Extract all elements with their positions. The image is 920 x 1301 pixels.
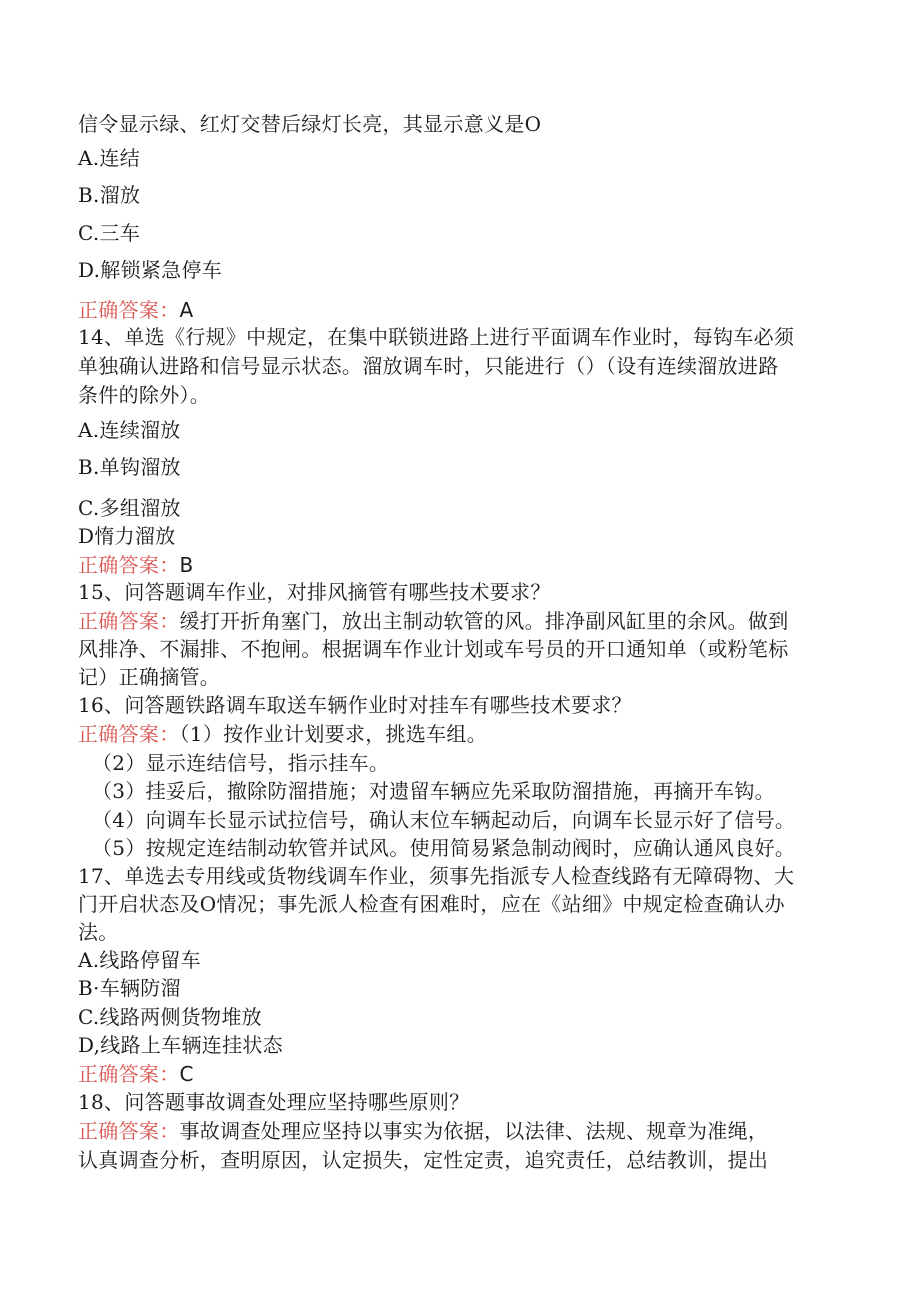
q13-answer-line [78, 298, 193, 322]
q18-answer-line-1 [78, 1119, 768, 1143]
answer-label: 正确答案： [78, 722, 180, 746]
q18-answer-line-2: 认真调查分析，查明原因，认定损失，定性定责，追究责任，总结教训，提出 [78, 1148, 769, 1172]
q14-stem-line-3: 条件的除外）。 [78, 383, 211, 407]
q17-option-c: C.线路两侧货物堆放 [78, 1005, 262, 1029]
q16-stem: 16、问答题铁路调车取送车辆作业时对挂车有哪些技术要求？ [78, 693, 632, 717]
q17-stem-line-3: 法。 [78, 920, 119, 944]
q14-option-d: D惰力溜放 [78, 524, 176, 548]
q13-option-b: B.溜放 [78, 183, 141, 207]
q17-answer-line [78, 1062, 194, 1086]
q15-stem: 15、问答题调车作业，对排风摘管有哪些技术要求？ [78, 580, 551, 604]
q15-answer-line-2: 风排净、不漏排、不抱闸。根据调车作业计划或车号员的开口通知单（或粉笔标 [78, 637, 789, 661]
answer-label: 正确答案： [78, 553, 180, 577]
answer-label: 正确答案： [78, 298, 180, 322]
q14-stem-line-1: 14、单选《行规》中规定，在集中联锁进路上进行平面调车作业时，每钩车必须 [78, 325, 795, 349]
answer-label: 正确答案： [78, 1119, 180, 1143]
q16-answer-line-4: （4）向调车长显示试拉信号，确认末位车辆起动后，向调车长显示好了信号。 [92, 808, 796, 832]
q18-stem: 18、问答题事故调查处理应坚持哪些原则？ [78, 1090, 470, 1114]
q14-stem-line-2: 单独确认进路和信号显示状态。溜放调车时，只能进行（）（设有连续溜放进路 [78, 354, 779, 378]
answer-value: C [179, 1062, 194, 1086]
q13-option-c: C.三车 [78, 221, 141, 245]
q15-answer-line-1 [78, 609, 789, 633]
answer-value: B [179, 553, 194, 577]
answer-label: 正确答案： [78, 1062, 180, 1086]
answer-label: 正确答案： [78, 609, 180, 633]
q13-stem: 信令显示绿、红灯交替后绿灯长亮，其显示意义是O [78, 112, 542, 136]
answer-value: A [179, 298, 194, 322]
q17-option-a: A.线路停留车 [78, 948, 201, 972]
answer-text: （1）按作业计划要求，挑选车组。 [179, 722, 488, 746]
q16-answer-line-3: （3）挂妥后，撤除防溜措施；对遗留车辆应先采取防溜措施，再摘开车钩。 [92, 779, 775, 803]
q17-option-d: D,线路上车辆连挂状态 [78, 1033, 283, 1057]
q17-stem-line-2: 门开启状态及O情况；事先派人检查有困难时，应在《站细》中规定检查确认办 [78, 892, 785, 916]
q17-stem-line-1: 17、单选去专用线或货物线调车作业，须事先指派专人检查线路有无障碍物、大 [78, 864, 795, 888]
q15-answer-line-3: 记）正确摘管。 [78, 665, 221, 689]
q14-option-c: C.多组溜放 [78, 496, 181, 520]
q17-option-b: B·车辆防溜 [78, 976, 181, 1000]
q14-answer-line [78, 553, 194, 577]
q14-option-b: B.单钩溜放 [78, 455, 181, 479]
q13-option-d: D.解锁紧急停车 [78, 258, 223, 282]
q16-answer-line-1 [78, 722, 487, 746]
answer-text: 事故调查处理应坚持以事实为依据，以法律、法规、规章为准绳， [179, 1119, 769, 1143]
answer-text: 缓打开折角塞门，放出主制动软管的风。排净副风缸里的余风。做到 [179, 609, 789, 633]
q16-answer-line-2: （2）显示连结信号，指示挂车。 [92, 751, 390, 775]
q13-option-a: A.连结 [78, 146, 141, 170]
q16-answer-line-5: （5）按规定连结制动软管并试风。使用简易紧急制动阀时，应确认通风良好。 [92, 836, 796, 860]
q14-option-a: A.连续溜放 [78, 418, 181, 442]
